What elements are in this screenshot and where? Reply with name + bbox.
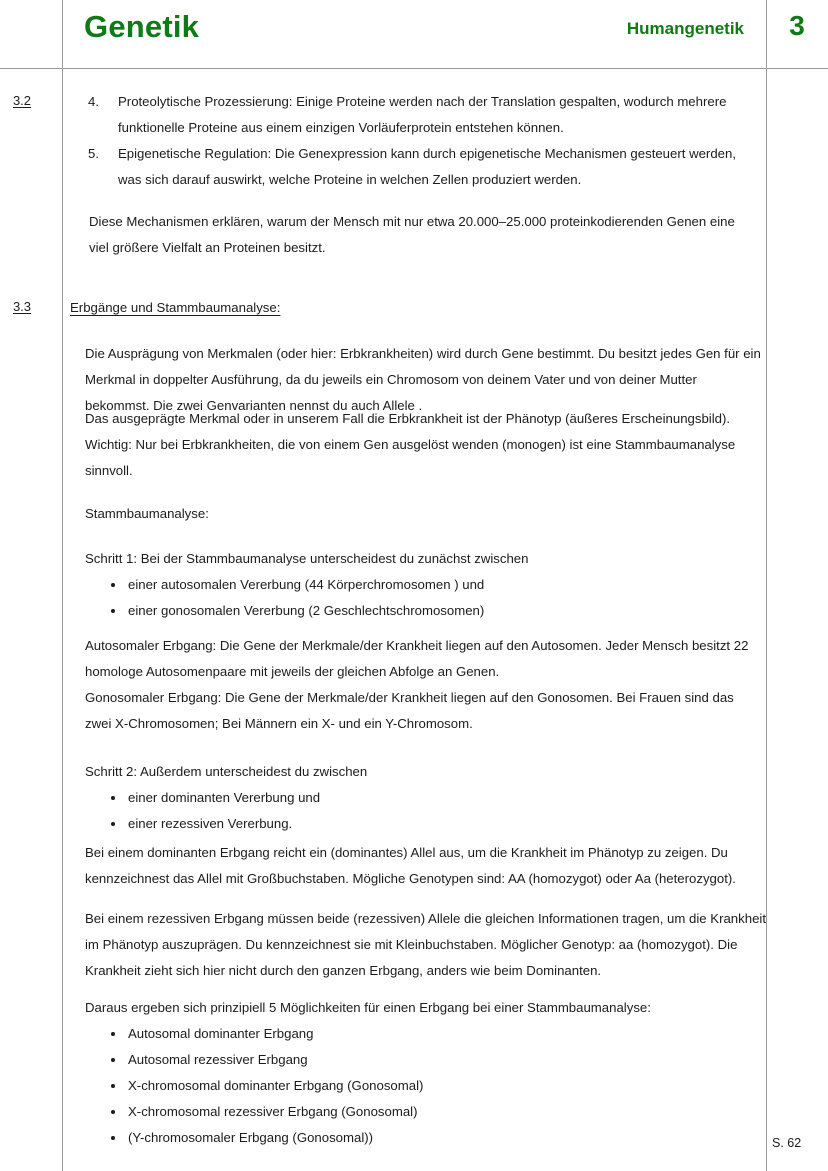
dominant-paragraph-wrapper (85, 840, 763, 892)
list-item: X-chromosomal rezessiver Erbgang (Gonosomal) (85, 1099, 763, 1125)
paragraph-text: Bei einem rezessiven Erbgang müssen beide (rezessiven) Allele die gleichen Informationen tragen, um die Krankheit im Phänotyp auszuprägen. Du kennzeichnest sie mit Kleinbuchstaben. Möglicher Genotyp: aa (homozygot). Die Krankheit zieht sich hier nicht durch den ganzen Erbgang, anders wie beim Dominanten. (85, 911, 766, 978)
recessive-paragraph-wrapper (85, 906, 767, 984)
list-item: einer rezessiven Vererbung. (85, 811, 763, 837)
page-header (0, 0, 828, 68)
list-item-text: Proteolytische Prozessierung: Einige Proteine werden nach der Translation gespalten, wodurch mehrere funktionelle Proteine aus einem einzigen Vorläuferprotein entstehen können. (118, 94, 727, 135)
list-item: einer gonosomalen Vererbung (2 Geschlechtschromosomen) (85, 598, 763, 624)
paragraph-text: Bei einem dominanten Erbgang reicht ein (dominantes) Allel aus, um die Krankheit im Phänotyp zu zeigen. Du kennzeichnest das Allel mit Großbuchstaben. Mögliche Genotypen sind: AA (homozygot) oder Aa (heterozygot). (85, 845, 736, 886)
page-subtitle: Humangenetik (626, 19, 744, 38)
step-2-bullet-list (85, 785, 763, 837)
list-item: Autosomal rezessiver Erbgang (85, 1047, 763, 1073)
analysis-label-wrapper (85, 501, 745, 527)
list-item-number: 4. (88, 94, 99, 109)
page-number-footer: S. 62 (772, 1136, 802, 1150)
numbered-list (88, 89, 763, 193)
step-1-bullet-list (85, 572, 763, 624)
list-item: X-chromosomal dominanter Erbgang (Gonosomal) (85, 1073, 763, 1099)
paragraph-text: Stammbaumanalyse: (85, 506, 209, 521)
section-3-2-summary (89, 209, 757, 261)
autosomal-paragraph-wrapper (85, 633, 763, 685)
paragraph-text: Das ausgeprägte Merkmal oder in unserem Fall die Erbkrankheit ist der Phänotyp (äußeres Erscheinungsbild). Wichtig: Nur bei Erbkrankheiten, die von einem Gen ausgelöst wenden (monogen) ist eine Stammbaumanalyse sinnvoll. (85, 411, 736, 478)
conclusion-wrapper (85, 995, 763, 1151)
conclusion-bullet-list (85, 1021, 763, 1151)
list-item: einer dominanten Vererbung und (85, 785, 763, 811)
list-item (88, 89, 763, 141)
section-3-2-numbered-list-wrapper (88, 89, 763, 193)
page-title: Genetik (84, 9, 200, 44)
section-3-3-heading-wrapper (70, 295, 760, 321)
gonosomal-paragraph-wrapper (85, 685, 763, 737)
list-item-number: 5. (88, 146, 99, 161)
step-2-wrapper (85, 759, 763, 837)
list-item: (Y-chromosomaler Erbgang (Gonosomal)) (85, 1125, 763, 1151)
paragraph-text: Schritt 2: Außerdem unterscheidest du zwischen (85, 764, 368, 779)
paragraph-text: Daraus ergeben sich prinzipiell 5 Möglichkeiten für einen Erbgang bei einer Stammbaumanalyse: (85, 1000, 651, 1015)
list-item (88, 141, 763, 193)
list-item: einer autosomalen Vererbung (44 Körperchromosomen ) und (85, 572, 763, 598)
paragraph-text: Gonosomaler Erbgang: Die Gene der Merkmale/der Krankheit liegen auf den Gonosomen. Bei Frauen sind das zwei X-Chromosomen; Bei Männern ein X- und ein Y-Chromosom. (85, 690, 734, 731)
section-marker-3-2: 3.2 (12, 93, 32, 108)
paragraph-text: Schritt 1: Bei der Stammbaumanalyse unterscheidest du zunächst zwischen (85, 551, 529, 566)
chapter-number: 3 (789, 10, 805, 41)
right-margin-rule (766, 0, 767, 1171)
step-1-wrapper (85, 546, 763, 624)
list-item: Autosomal dominanter Erbgang (85, 1021, 763, 1047)
section-marker-3-3: 3.3 (12, 299, 32, 314)
list-item-text: Epigenetische Regulation: Die Genexpression kann durch epigenetische Mechanismen gesteuert werden, was sich darauf auswirkt, welche Proteine in welchen Zellen produziert werden. (118, 146, 736, 187)
page-content (12, 69, 766, 1171)
paragraph-text: Die Ausprägung von Merkmalen (oder hier: Erbkrankheiten) wird durch Gene bestimmt. Du besitzt jedes Gen für ein Merkmal in doppelter Ausführung, da du jeweils ein Chromosom von deinem Vater und von deiner Mutter bekommst. Die zwei Genvarianten nennst du auch Allele . (85, 346, 761, 413)
paragraph-text: Autosomaler Erbgang: Die Gene der Merkmale/der Krankheit liegen auf den Autosomen. Jeder Mensch besitzt 22 homologe Autosomenpaare mit jeweils der gleichen Abfolge an Genen. (85, 638, 749, 679)
phenotype-paragraph-wrapper (85, 406, 745, 484)
section-heading: Erbgänge und Stammbaumanalyse: (70, 300, 281, 315)
paragraph-text: Diese Mechanismen erklären, warum der Mensch mit nur etwa 20.000–25.000 proteinkodierenden Genen eine viel größere Vielfalt an Proteinen besitzt. (89, 214, 735, 255)
